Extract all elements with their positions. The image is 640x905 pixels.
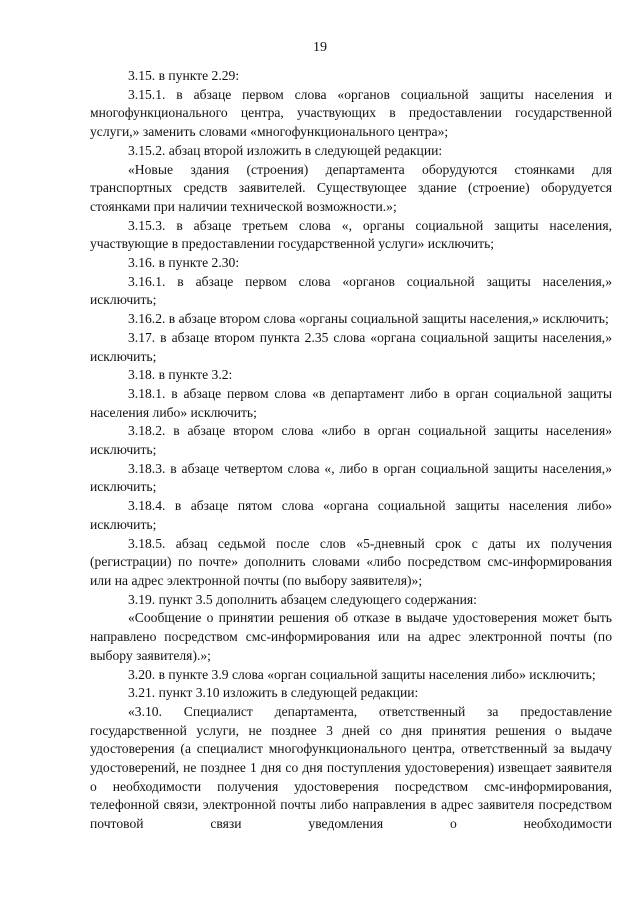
paragraph-3-16-2: 3.16.2. в абзаце втором слова «органы социальной защиты населения,» исключить;	[128, 311, 609, 327]
paragraph-quote-parking: «Новые здания (строения) департамента оборудуются стоянками для транспортных средств заявителей. Существующее здание (строение) оборудуется стоянками при наличии технической возможности.»;	[90, 161, 612, 214]
page-number: 19	[313, 40, 327, 55]
paragraph-3-18-2: 3.18.2. в абзаце втором слова «либо в орган социальной защиты населения» исключить;	[90, 423, 612, 458]
paragraph-3-18-4: 3.18.4. в абзаце пятом слова «органа социальной защиты населения либо» исключить;	[90, 498, 612, 532]
paragraph-3-18: 3.18. в пункте 3.2:	[128, 367, 233, 383]
paragraph-3-15-1: 3.15.1. в абзаце первом слова «органов социальной защиты населения и многофункционального центра, участвующих в предоставлении государственной услуги,» заменить словами «многофункционального центра»;	[90, 86, 612, 140]
paragraph-3-16-1: 3.16.1. в абзаце первом слова «органов социальной защиты населения,» исключить;	[90, 273, 612, 308]
paragraph-3-21: 3.21. пункт 3.10 изложить в следующей редакции:	[128, 685, 419, 701]
paragraph-3-20: 3.20. в пункте 3.9 слова «орган социальной защиты населения либо» исключить;	[128, 666, 596, 682]
paragraph-3-18-5: 3.18.5. абзац седьмой после слов «5-дневный срок с даты их получения (регистрации) по почте» дополнить словами «либо посредством смс-информирования или на адрес электронной почты (по выбору заявителя)»;	[90, 535, 612, 588]
paragraph-3-19: 3.19. пункт 3.5 дополнить абзацем следующего содержания:	[128, 591, 477, 607]
paragraph-3-18-1: 3.18.1. в абзаце первом слова «в департамент либо в орган социальной защиты населения либо» исключить;	[90, 385, 612, 420]
paragraph-quote-3-10: «3.10. Специалист департамента, ответственный за предоставление государственной услуги, не позднее 3 дней со дня принятия решения о выдаче удостоверения (а специалист многофункционального центра, ответственный за выдачу удостоверений, не позднее 1 дня со дня поступления удостоверения) извещает заявителя о необходимости получения удостоверения посредством смс-информирования, телефонной связи, электронной почты либо направления в адрес заявителя посредством почтовой связи уведомления о необходимости	[90, 703, 612, 832]
paragraph-3-18-3: 3.18.3. в абзаце четвертом слова «, либо в орган социальной защиты населения,» исключить;	[90, 460, 612, 495]
paragraph-3-16: 3.16. в пункте 2.30:	[128, 255, 240, 271]
paragraph-3-17: 3.17. в абзаце втором пункта 2.35 слова «органа социальной защиты населения,» исключить;	[90, 329, 612, 364]
document-body	[90, 67, 612, 834]
paragraph-3-15-3: 3.15.3. в абзаце третьем слова «, органы социальной защиты населения, участвующие в предоставлении государственной услуги» исключить;	[90, 217, 612, 252]
paragraph-quote-refusal: «Сообщение о принятии решения об отказе в выдаче удостоверения может быть направлено посредством смс-информирования или на адрес электронной почты (по выбору заявителя).»;	[90, 610, 612, 663]
paragraph-3-15: 3.15. в пункте 2.29:	[128, 68, 240, 83]
paragraph-3-15-2: 3.15.2. абзац второй изложить в следующей редакции:	[128, 142, 443, 158]
